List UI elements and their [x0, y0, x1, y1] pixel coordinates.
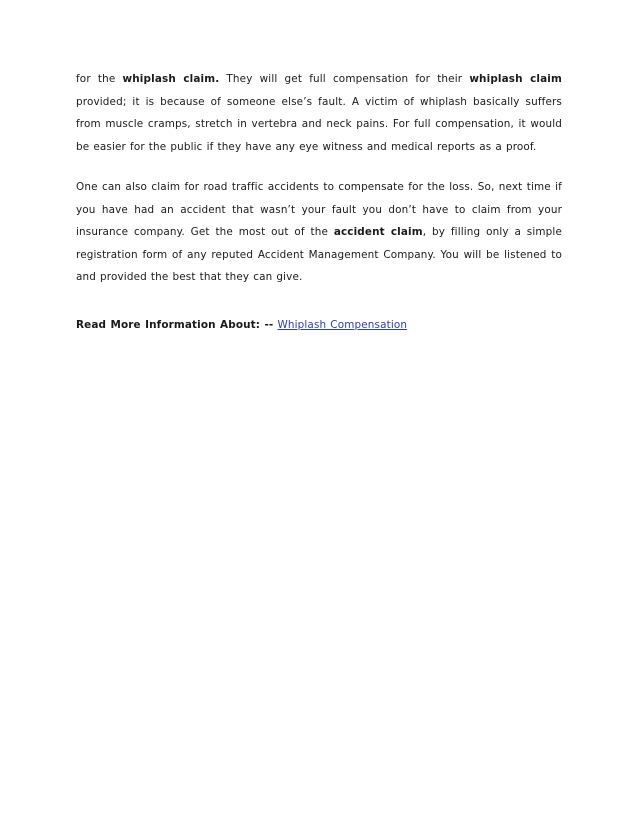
bold-term-whiplash-claim: whiplash claim [469, 73, 562, 85]
paragraph-text: They will get full compensation for their [219, 73, 470, 85]
paragraph-whiplash-claim [76, 68, 562, 158]
paragraph-text: One can also claim for road traffic accidents to compensate for the loss. So, next time if you have had an accident that wasn’t your fault you don’t have to claim from your insurance company. Get the most out of the [76, 181, 562, 239]
read-more-label: Read More Information About: -- [76, 319, 274, 331]
paragraph-text: , by filling only a simple registration form of any reputed Accident Management Company. You will be listened to and provided the best that they can give. [76, 226, 562, 284]
read-more-line [76, 314, 562, 337]
paragraph-text: for the [76, 73, 123, 85]
paragraph-accident-claim [76, 176, 562, 289]
bold-term-accident-claim: accident claim [333, 226, 423, 239]
whiplash-compensation-link[interactable]: Whiplash Compensation [277, 319, 408, 331]
bold-term-whiplash-claim: whiplash claim. [122, 73, 220, 85]
paragraph-text: provided; it is because of someone else’s fault. A victim of whiplash basically suffers from muscle cramps, stretch in vertebra and neck pains. For full compensation, it would be easier for the public if they have any eye witness and medical reports as a proof. [76, 95, 562, 153]
